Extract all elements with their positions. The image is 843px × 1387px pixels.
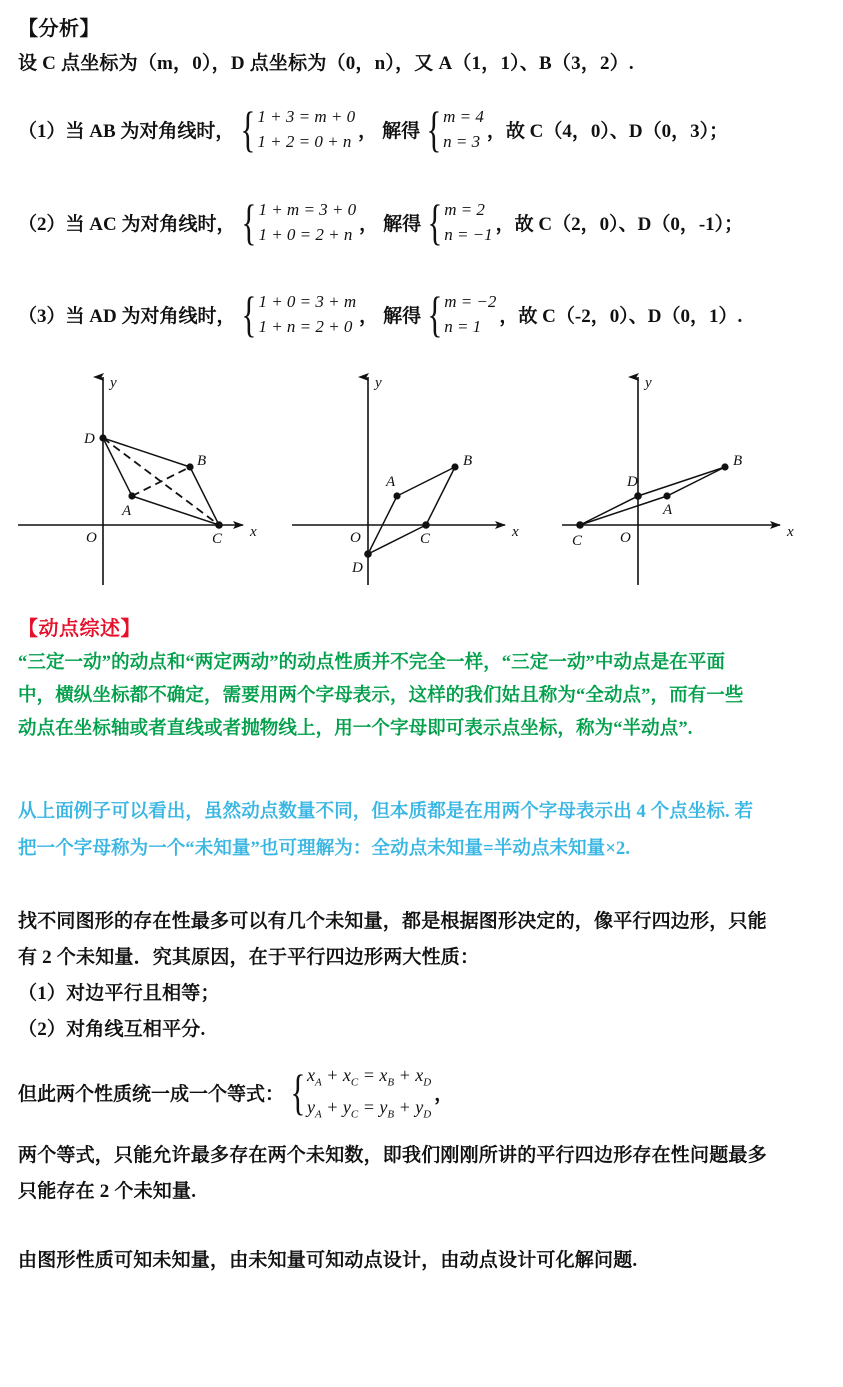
solution-line: m = 4 [443, 107, 484, 126]
point-C [576, 521, 584, 529]
x-axis-label: x [787, 524, 794, 540]
black-paragraph1-line-2: 有 2 个未知量．究其原因，在于平行四边形两大性质： [18, 947, 480, 968]
solution-line: n = 1 [444, 316, 482, 336]
final-equation-row [18, 1060, 456, 1125]
point-B [451, 463, 458, 470]
brace-open-system-3: { [242, 286, 257, 343]
diagonal-AB [132, 467, 190, 496]
case-row-1 [18, 101, 729, 158]
final-trailing-comma: ， [434, 1083, 454, 1105]
point-D [99, 434, 106, 441]
summary-heading: 【动点综述】 [18, 618, 141, 640]
point-label-B: B [733, 453, 743, 469]
case-label-1: （1）当 AB 为对角线时， [18, 121, 235, 143]
y-axis-label: y [110, 375, 117, 391]
point-B [721, 463, 728, 470]
case-conclusion-2: ，故 C（2，0）、D（0，-1）； [495, 214, 744, 236]
final-equation-label: 但此两个性质统一成一个等式： [18, 1083, 285, 1105]
point-label-B: B [463, 453, 473, 469]
point-D [634, 492, 642, 500]
green-paragraph-line-2: 中，横纵坐标都不确定，需要用两个字母表示，这样的我们姑且称为“全动点”，而有一些 [18, 686, 744, 706]
point-label-D: D [352, 560, 363, 576]
diagram-case-3 [562, 375, 794, 585]
brace-open-system-1: { [240, 101, 256, 158]
point-label-C: C [212, 531, 223, 547]
system-line: 1 + 3 = m + 0 [257, 107, 356, 126]
system-equations-1 [257, 105, 355, 154]
x-axis-label: x [250, 524, 257, 540]
y-axis-label: y [375, 375, 382, 391]
black-paragraph1-line-1: 找不同图形的存在性最多可以有几个未知量，都是根据图形决定的，像平行四边形，只能 [18, 911, 767, 932]
final-system-line: $x_A + x_C = x_B + x_D$ [307, 1065, 432, 1089]
setup-line: 设 C 点坐标为（m，0），D 点坐标为（0，n），又 A（1，1）、B（3，2）. [18, 53, 634, 74]
parallelogram-outline [368, 467, 455, 554]
solve-word-3: 解得 [383, 306, 422, 328]
point-label-D: D [84, 431, 95, 447]
point-B [186, 463, 193, 470]
case-conclusion-1: ，故 C（4，0）、D（0，3）； [486, 121, 729, 143]
point-D [364, 550, 372, 558]
brace-open-solution-1: { [426, 101, 442, 158]
analysis-heading: 【分析】 [18, 18, 100, 40]
point-C [215, 521, 223, 529]
system-equations-3 [258, 290, 356, 339]
solution-equations-1 [443, 105, 484, 154]
system-line: 1 + n = 2 + 0 [258, 316, 353, 336]
point-A [128, 492, 135, 499]
brace-open-system-2: { [242, 194, 257, 251]
black-paragraph1-line-4: （2）对角线互相平分. [18, 1019, 206, 1040]
point-label-A: A [386, 474, 396, 490]
diagram-case-1 [18, 375, 257, 585]
segment-C-D-B [580, 467, 725, 525]
diagrams-svg [0, 360, 843, 600]
point-label-A: A [663, 502, 673, 518]
point-A [393, 492, 400, 499]
solution-equations-2 [444, 198, 492, 247]
origin-label: O [620, 530, 631, 546]
case-label-2: （2）当 AC 为对角线时， [18, 214, 236, 236]
separator-comma: ， [358, 121, 378, 143]
solution-line: m = 2 [444, 200, 485, 219]
case-conclusion-3: ，故 C（-2，0）、D（0，1）. [499, 306, 743, 328]
solution-line: n = −1 [444, 224, 493, 244]
case-label-3: （3）当 AD 为对角线时， [18, 306, 236, 328]
case-row-2 [18, 194, 744, 251]
solve-word-1: 解得 [382, 121, 421, 143]
point-label-D: D [627, 474, 638, 490]
point-label-A: A [122, 503, 132, 519]
system-line: 1 + m = 3 + 0 [258, 200, 357, 219]
blue-paragraph-line-2: 把一个字母称为一个“未知量”也可理解为：全动点未知量=半动点未知量×2. [18, 839, 631, 859]
point-A [663, 492, 670, 499]
segment-C-A-B [580, 467, 725, 525]
origin-label: O [350, 530, 361, 546]
solution-equations-3 [444, 290, 496, 339]
green-paragraph-line-1: “三定一动”的动点和“两定两动”的动点性质并不完全一样，“三定一动”中动点是在平面 [18, 653, 726, 673]
point-label-C: C [420, 531, 431, 547]
brace-open-solution-2: { [427, 194, 443, 251]
system-equations-2 [258, 198, 356, 247]
diagrams-container [0, 360, 843, 600]
separator-comma: ， [359, 214, 379, 236]
system-line: 1 + 0 = 3 + m [258, 292, 357, 311]
blue-paragraph-line-1: 从上面例子可以看出，虽然动点数量不同，但本质都是在用两个字母表示出 4 个点坐标. 若 [18, 802, 754, 822]
point-C [422, 521, 430, 529]
solve-word-2: 解得 [383, 214, 422, 236]
black-paragraph2-line-1: 两个等式，只能允许最多存在两个未知数，即我们刚刚所讲的平行四边形存在性问题最多 [18, 1145, 767, 1166]
black-paragraph1-line-3: （1）对边平行且相等； [18, 983, 220, 1004]
diagram-case-2 [292, 375, 519, 585]
system-line: 1 + 0 = 2 + n [258, 224, 353, 244]
y-axis-label: y [645, 375, 652, 391]
point-label-B: B [197, 453, 207, 469]
final-system [307, 1060, 431, 1125]
brace-open-solution-3: { [427, 286, 443, 343]
final-system-line: $y_A + y_C = y_B + y_D$ [307, 1097, 432, 1121]
black-paragraph2-line-2: 只能存在 2 个未知量. [18, 1181, 197, 1202]
x-axis-label: x [512, 524, 519, 540]
brace-open-final: { [290, 1063, 306, 1120]
solution-line: m = −2 [444, 292, 497, 311]
closing-line: 由图形性质可知未知量，由未知量可知动点设计，由动点设计可化解问题. [18, 1250, 638, 1271]
origin-label: O [86, 530, 97, 546]
case-row-3 [18, 286, 743, 343]
point-label-C: C [572, 533, 583, 549]
separator-comma: ， [359, 306, 379, 328]
system-line: 1 + 2 = 0 + n [257, 131, 352, 151]
green-paragraph-line-3: 动点在坐标轴或者直线或者抛物线上，用一个字母即可表示点坐标，称为“半动点”. [18, 719, 693, 739]
solution-line: n = 3 [443, 131, 481, 151]
